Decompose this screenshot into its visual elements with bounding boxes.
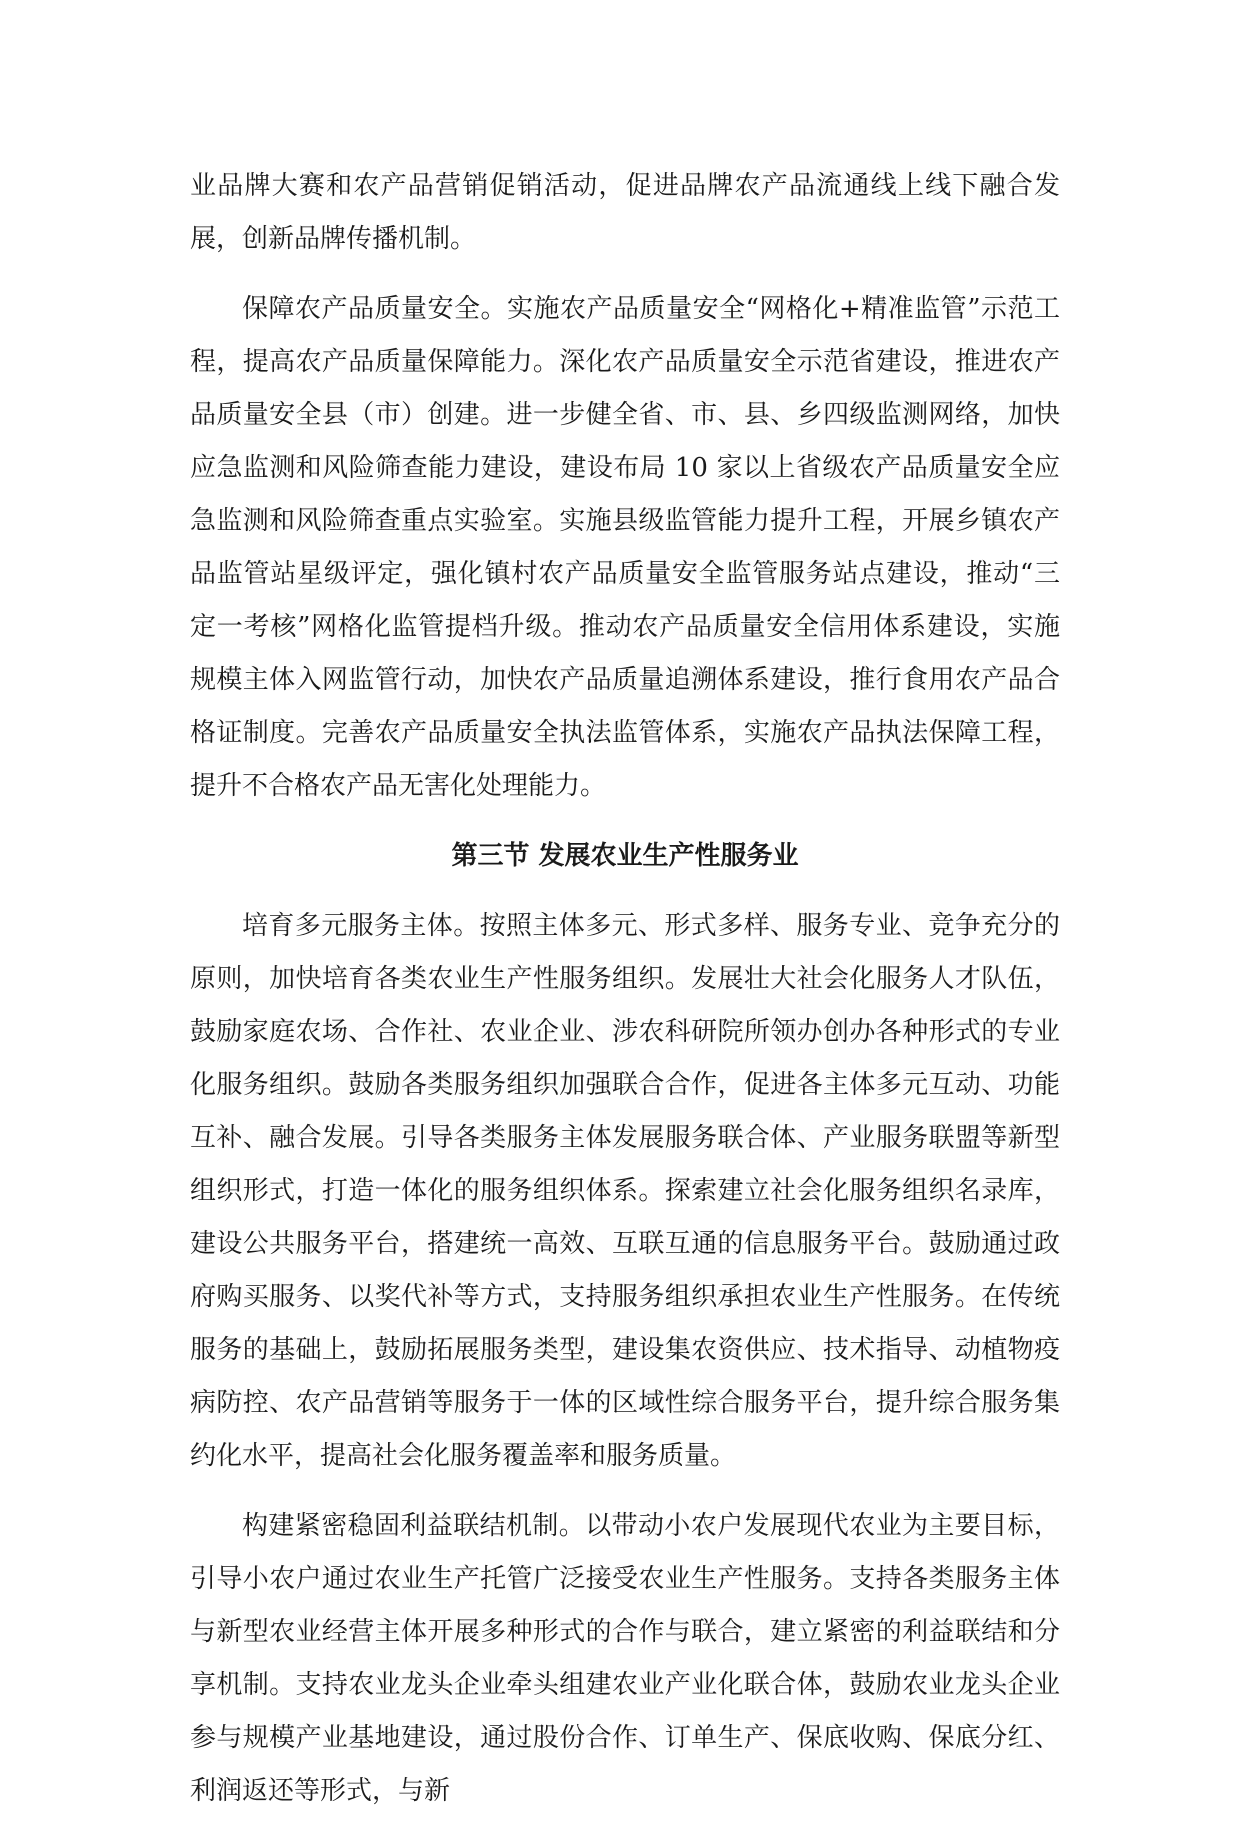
- paragraph-interest-linkage: 构建紧密稳固利益联结机制。以带动小农户发展现代农业为主要目标，引导小农户通过农业生产托管广泛接受农业生产性服务。支持各类服务主体与新型农业经营主体开展多种形式的合作与联合，建立紧密的利益联结和分享机制。支持农业龙头企业牵头组建农业产业化联合体，鼓励农业龙头企业参与规模产业基地建设，通过股份合作、订单生产、保底收购、保底分红、利润返还等形式，与新: [190, 1511, 1060, 1806]
- section-heading: 第三节 发展农业生产性服务业: [451, 841, 799, 871]
- paragraph-quality-safety: 保障农产品质量安全。实施农产品质量安全“网格化+精准监管”示范工程，提高农产品质量保障能力。深化农产品质量安全示范省建设，推进农产品质量安全县（市）创建。进一步健全省、市、县、乡四级监测网络，加快应急监测和风险筛查能力建设，建设布局 10 家以上省级农产品质量安全应急监测和风险筛查重点实验室。实施县级监管能力提升工程，开展乡镇农产品监管站星级评定，强化镇村农产品质量安全监管服务站点建设，推动“三定一考核”网格化监管提档升级。推动农产品质量安全信用体系建设，实施规模主体入网监管行动，加快农产品质量追溯体系建设，推行食用农产品合格证制度。完善农产品质量安全执法监管体系，实施农产品执法保障工程，提升不合格农产品无害化处理能力。: [190, 294, 1060, 801]
- paragraph-service-entities: 培育多元服务主体。按照主体多元、形式多样、服务专业、竞争充分的原则，加快培育各类农业生产性服务组织。发展壮大社会化服务人才队伍，鼓励家庭农场、合作社、农业企业、涉农科研院所领办创办各种形式的专业化服务组织。鼓励各类服务组织加强联合合作，促进各主体多元互动、功能互补、融合发展。引导各类服务主体发展服务联合体、产业服务联盟等新型组织形式，打造一体化的服务组织体系。探索建立社会化服务组织名录库，建设公共服务平台，搭建统一高效、互联互通的信息服务平台。鼓励通过政府购买服务、以奖代补等方式，支持服务组织承担农业生产性服务。在传统服务的基础上，鼓励拓展服务类型，建设集农资供应、技术指导、动植物疫病防控、农产品营销等服务于一体的区域性综合服务平台，提升综合服务集约化水平，提高社会化服务覆盖率和服务质量。: [190, 911, 1060, 1471]
- document-page: [190, 160, 1060, 1835]
- paragraph-brand-continuation: 业品牌大赛和农产品营销促销活动，促进品牌农产品流通线上线下融合发展，创新品牌传播机制。: [190, 171, 1060, 254]
